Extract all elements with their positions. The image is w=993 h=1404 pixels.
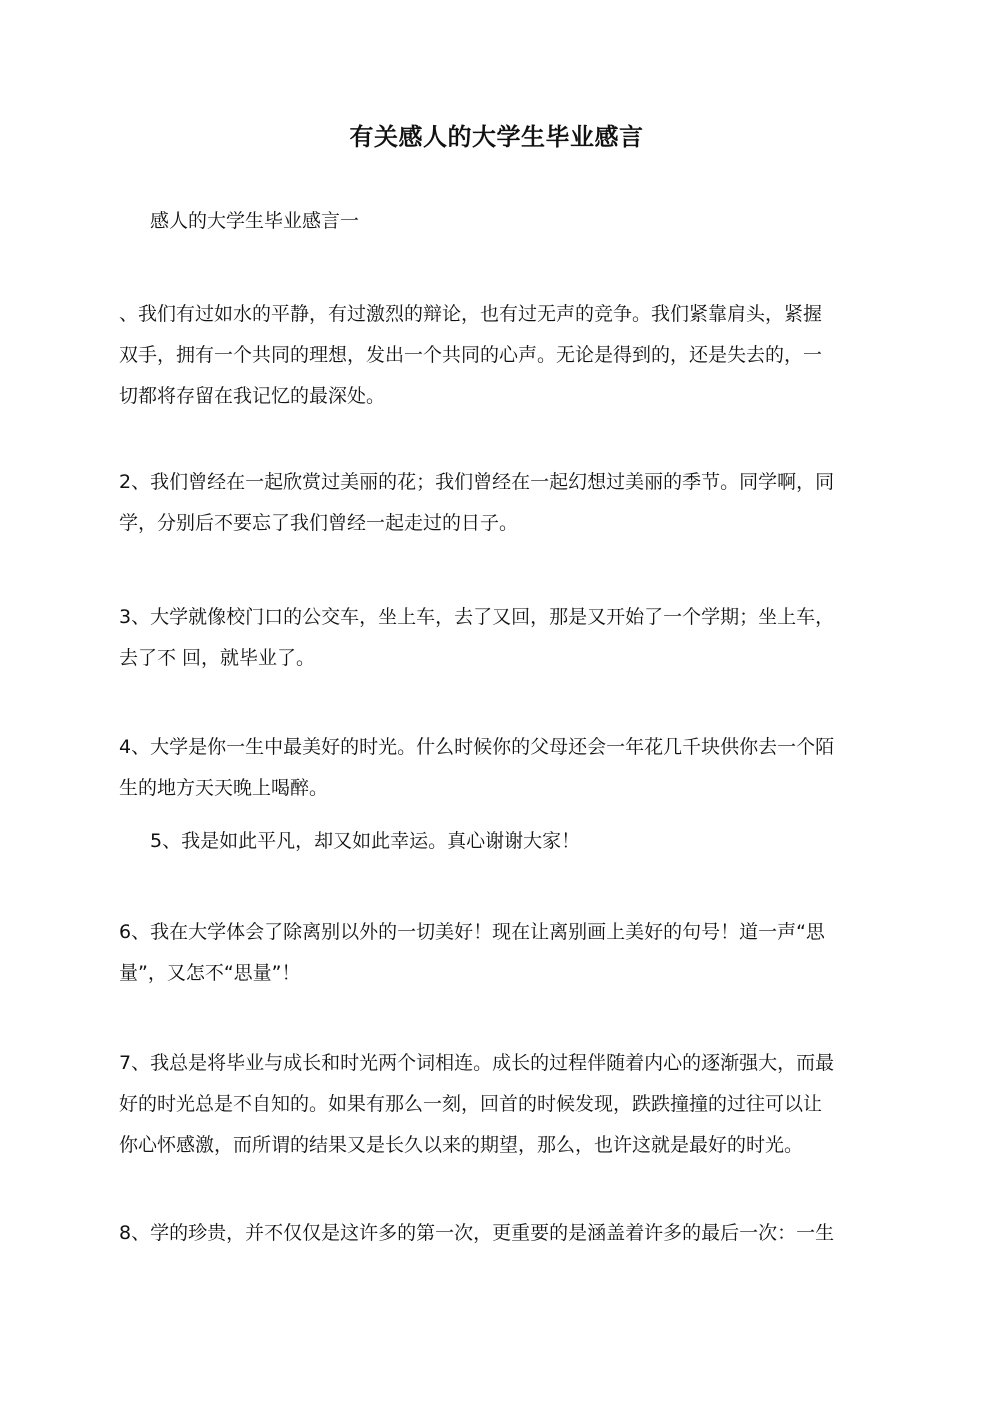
- paragraph-line: 5、我是如此平凡，却又如此幸运。真心谢谢大家！: [150, 830, 581, 852]
- paragraph-line: 7、我总是将毕业与成长和时光两个词相连。成长的过程伴随着内心的逐渐强大，而最: [119, 1052, 835, 1074]
- paragraph-line: 切都将存留在我记忆的最深处。: [119, 385, 386, 407]
- paragraph-1: [119, 294, 879, 417]
- paragraph-line: 4、大学是你一生中最美好的时光。什么时候你的父母还会一年花几千块供你去一个陌: [119, 736, 835, 758]
- paragraph-line: 双手，拥有一个共同的理想，发出一个共同的心声。无论是得到的，还是失去的，一: [119, 344, 823, 366]
- paragraph-line: 你心怀感激，而所谓的结果又是长久以来的期望，那么，也许这就是最好的时光。: [119, 1134, 804, 1156]
- paragraph-line: 生的地方天天晚上喝醉。: [119, 777, 329, 799]
- paragraph-4: [119, 727, 879, 809]
- paragraph-2: [119, 462, 879, 544]
- paragraph-6: [119, 912, 879, 994]
- paragraph-line: 2、我们曾经在一起欣赏过美丽的花；我们曾经在一起幻想过美丽的季节。同学啊，同: [119, 471, 835, 493]
- paragraph-5: [150, 821, 910, 862]
- paragraph-line: 6、我在大学体会了除离别以外的一切美好！现在让离别画上美好的句号！道一声“思: [119, 921, 825, 943]
- paragraph-line: 好的时光总是不自知的。如果有那么一刻，回首的时候发现，跌跌撞撞的过往可以让: [119, 1093, 823, 1115]
- paragraph-7: [119, 1043, 879, 1166]
- paragraph-line: 3、大学就像校门口的公交车，坐上车，去了又回，那是又开始了一个学期；坐上车，: [119, 606, 835, 628]
- paragraph-line: 8、学的珍贵，并不仅仅是这许多的第一次，更重要的是涵盖着许多的最后一次：一生: [119, 1222, 835, 1244]
- paragraph-line: 去了不 回，就毕业了。: [119, 647, 316, 669]
- paragraph-line: 量”，又怎不“思量”！: [119, 962, 301, 984]
- section-subheading: 感人的大学生毕业感言一: [150, 210, 360, 232]
- paragraph-line: 学，分别后不要忘了我们曾经一起走过的日子。: [119, 512, 519, 534]
- paragraph-line: 、我们有过如水的平静，有过激烈的辩论，也有过无声的竞争。我们紧靠肩头，紧握: [119, 303, 823, 325]
- paragraph-8: [119, 1213, 879, 1254]
- paragraph-3: [119, 597, 879, 679]
- document-title: 有关感人的大学生毕业感言: [349, 123, 644, 151]
